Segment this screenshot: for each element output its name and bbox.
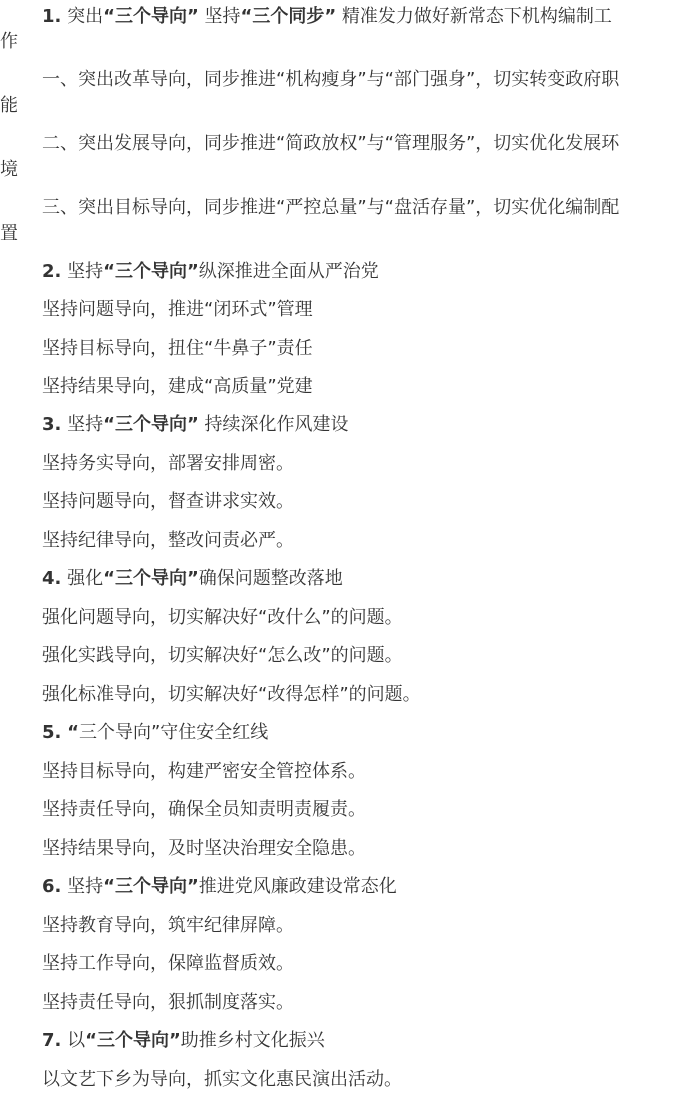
heading-quote: “ bbox=[67, 722, 79, 743]
section-number: 1. bbox=[42, 6, 62, 27]
section-number: 4. bbox=[42, 568, 62, 589]
heading-text: 以 bbox=[61, 1030, 86, 1051]
section-number: 3. bbox=[42, 414, 62, 435]
list-item: 强化问题导向，切实解决好“改什么”的问题。 bbox=[42, 607, 403, 628]
list-item: 二、突出发展导向，同步推进“简政放权”与“管理服务”，切实优化发展环 bbox=[42, 133, 620, 154]
section-heading bbox=[0, 569, 693, 589]
section-heading bbox=[0, 262, 693, 282]
heading-text: 三个导向”守住安全红线 bbox=[78, 722, 269, 743]
heading-quote: “三个导向” bbox=[103, 568, 199, 589]
section-number: 5. bbox=[42, 722, 62, 743]
heading-quote: “三个导向” bbox=[85, 1030, 181, 1051]
section-heading bbox=[0, 1031, 693, 1051]
list-item: 坚持务实导向，部署安排周密。 bbox=[42, 453, 294, 474]
list-item: 坚持责任导向，狠抓制度落实。 bbox=[42, 992, 294, 1013]
section-number: 6. bbox=[42, 876, 62, 897]
list-item: 坚持问题导向，督查讲求实效。 bbox=[42, 491, 294, 512]
list-item: 坚持教育导向，筑牢纪律屏障。 bbox=[42, 915, 294, 936]
section-heading bbox=[0, 415, 693, 435]
list-item: 强化实践导向，切实解决好“怎么改”的问题。 bbox=[42, 645, 403, 666]
section-number: 2. bbox=[42, 261, 62, 282]
list-item-wrap: 能 bbox=[0, 95, 18, 116]
heading-text: 推进党风廉政建设常态化 bbox=[198, 876, 397, 897]
heading-text: 坚持 bbox=[61, 261, 104, 282]
heading-quote: “三个导向” bbox=[103, 261, 199, 282]
list-item: 一、突出改革导向，同步推进“机构瘦身”与“部门强身”，切实转变政府职 bbox=[42, 69, 620, 90]
list-item: 坚持目标导向，扭住“牛鼻子”责任 bbox=[42, 338, 313, 359]
list-item: 强化标准导向，切实解决好“改得怎样”的问题。 bbox=[42, 684, 421, 705]
list-item-wrap: 境 bbox=[0, 159, 18, 180]
list-item: 坚持问题导向，推进“闭环式”管理 bbox=[42, 299, 313, 320]
heading-quote: “三个导向” bbox=[103, 6, 199, 27]
heading-text: 持续深化作风建设 bbox=[198, 414, 349, 435]
list-item: 三、突出目标导向，同步推进“严控总量”与“盘活存量”，切实优化编制配 bbox=[42, 197, 620, 218]
heading-text: 精准发力做好新常态下机构编制工 bbox=[336, 6, 612, 27]
list-item: 坚持目标导向，构建严密安全管控体系。 bbox=[42, 761, 366, 782]
section-heading bbox=[0, 7, 693, 27]
heading-quote: “三个导向” bbox=[103, 876, 199, 897]
list-item: 坚持纪律导向，整改问责必严。 bbox=[42, 530, 294, 551]
heading-quote: “三个同步” bbox=[240, 6, 337, 27]
list-item-wrap: 置 bbox=[0, 223, 18, 244]
list-item: 以文艺下乡为导向，抓实文化惠民演出活动。 bbox=[42, 1069, 402, 1090]
heading-text: 强化 bbox=[61, 568, 104, 589]
list-item: 坚持结果导向，建成“高质量”党建 bbox=[42, 376, 313, 397]
list-item: 坚持工作导向，保障监督质效。 bbox=[42, 953, 294, 974]
heading-text: 坚持 bbox=[61, 876, 104, 897]
section-number: 7. bbox=[42, 1030, 62, 1051]
heading-quote: “三个导向” bbox=[103, 414, 199, 435]
section-heading bbox=[0, 877, 693, 897]
heading-text: 助推乡村文化振兴 bbox=[180, 1030, 325, 1051]
heading-text: 确保问题整改落地 bbox=[198, 568, 343, 589]
heading-text: 纵深推进全面从严治党 bbox=[198, 261, 379, 282]
heading-wrap: 作 bbox=[0, 31, 18, 52]
heading-text: 坚持 bbox=[198, 6, 241, 27]
heading-text: 坚持 bbox=[61, 414, 104, 435]
list-item: 坚持结果导向，及时坚决治理安全隐患。 bbox=[42, 838, 366, 859]
list-item: 坚持责任导向，确保全员知责明责履责。 bbox=[42, 799, 366, 820]
section-heading bbox=[0, 723, 693, 743]
heading-text: 突出 bbox=[61, 6, 104, 27]
